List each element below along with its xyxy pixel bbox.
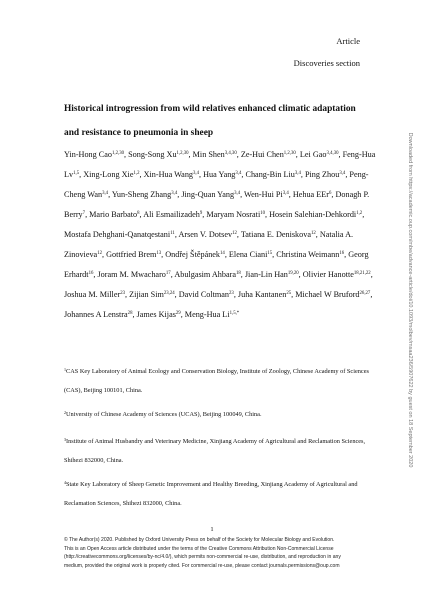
author: [193, 150, 237, 159]
author-affiliation-marker: 3,4: [235, 171, 242, 176]
author-affiliation-marker: 29: [175, 311, 181, 316]
author: [241, 230, 316, 239]
author-name: Hosein Salehian-Dehkordi: [269, 210, 357, 219]
author-affiliation-marker: 3,4: [294, 171, 301, 176]
affiliation-text: CAS Key Laboratory of Animal Ecology and Conservation Biology, Institute of Zoology, Chinese Academy of Sciences (CAS), Beijing 100101, China.: [64, 368, 369, 394]
author-affiliation-marker: 12: [310, 231, 316, 236]
author: [174, 270, 240, 279]
author-affiliation-marker: 1,2: [356, 211, 363, 216]
author-affiliation-marker: 13: [156, 251, 162, 256]
author-name: Ze-Hui Chen: [240, 150, 284, 159]
author-name: James Kijas: [136, 310, 176, 319]
affiliation-text: University of Chinese Academy of Sciences (UCAS), Beijing 100049, China.: [66, 411, 262, 418]
author-affiliation-marker: 3,4: [193, 171, 200, 176]
author: [112, 190, 177, 199]
author: [305, 170, 345, 179]
author-name: Meng-Hua Li: [184, 310, 230, 319]
author-name: Natalia A. Zinovieva: [64, 230, 354, 259]
author-name: Abulgasim Ahbara: [174, 270, 236, 279]
author-affiliation-marker: 18: [235, 271, 241, 276]
author-name: Wen-Hui Pi: [244, 190, 283, 199]
author: [246, 170, 301, 179]
affiliation: [64, 405, 374, 424]
author-affiliation-marker: 1,5,*: [229, 311, 240, 316]
author-affiliation-marker: 14: [220, 251, 225, 256]
author: [89, 210, 139, 219]
author-affiliation-marker: 7: [82, 211, 86, 216]
author-name: Elena Ciani: [228, 250, 268, 259]
author-affiliation-marker: 3,4,30: [224, 151, 237, 156]
author-name: Yun-Sheng Zhang: [111, 190, 172, 199]
author: [181, 190, 240, 199]
author-name: Xing-Long Xie: [83, 170, 134, 179]
author-affiliation-marker: 1,2: [133, 171, 140, 176]
author: [83, 170, 139, 179]
author: [64, 150, 124, 159]
author: [245, 270, 299, 279]
author-affiliation-marker: 28: [127, 311, 133, 316]
author-name: Min Shen: [192, 150, 225, 159]
footer-line: © The Author(s) 2020. Published by Oxford University Press on behalf of the Society for Molecular Biology and Evolution.: [64, 537, 335, 543]
author-affiliation-marker: 3,4: [339, 171, 346, 176]
author-affiliation-marker: 3,4: [282, 191, 289, 196]
author: [64, 230, 175, 239]
author-affiliation-marker: 12: [232, 231, 237, 236]
author-name: Joshua M. Miller: [64, 290, 121, 299]
author-name: Juha Kantanen: [237, 290, 287, 299]
author: [303, 270, 371, 279]
author: [229, 250, 272, 259]
author-name: Zijian Sim: [129, 290, 164, 299]
author-name: Tatiana E. Deniskova: [240, 230, 311, 239]
author-affiliation-marker: 15: [267, 251, 273, 256]
author: [203, 170, 241, 179]
author-affiliation-marker: 26,27: [359, 291, 371, 296]
author-name: Ondřej Štěpánek: [165, 250, 221, 259]
author-name: Michael W Bruford: [295, 290, 360, 299]
footer-line: This is an Open Access article distributed under the terms of the Creative Commons Attribution Non-Commercial License: [64, 545, 334, 552]
author: [64, 310, 132, 319]
affiliation-marker: 2: [64, 410, 66, 415]
author-name: Arsen V. Dotsev: [178, 230, 233, 239]
author-affiliation-marker: 16: [88, 271, 94, 276]
author-name: Yin-Hong Cao: [64, 150, 112, 159]
author-name: Feng-Hua Lv: [64, 150, 376, 179]
author-name: Donagh P. Berry: [64, 190, 370, 219]
author-name: Maryam Nosrati: [206, 210, 261, 219]
author: [178, 230, 236, 239]
author: [165, 250, 225, 259]
author-affiliation-marker: 1,2,30: [112, 151, 124, 156]
author-name: Hua Yang: [203, 170, 236, 179]
author-name: Johannes A Lenstra: [64, 310, 128, 319]
author-name: Jian-Lin Han: [244, 270, 288, 279]
author: [269, 210, 362, 219]
author: [106, 250, 161, 259]
author-name: Jing-Quan Yang: [181, 190, 235, 199]
author-name: Christina Weimann: [276, 250, 340, 259]
article-type: Article: [336, 36, 360, 46]
author-affiliation-marker: 10: [260, 211, 266, 216]
affiliation-text: State Key Laboratory of Sheep Genetic Improvement and Healthy Breeding, Xinjiang Academy of Agricultural and Reclamation Sciences, Shihezi 832000, China.: [64, 481, 358, 507]
affiliation: [64, 475, 374, 513]
author: [128, 150, 188, 159]
affiliation-text: Institute of Animal Husbandry and Veterinary Medicine, Xinjiang Academy of Agricultural and Reclamation Sciences, Shihezi 832000, China.: [64, 438, 366, 464]
author-name: Xin-Hua Wang: [143, 170, 194, 179]
author: [64, 290, 125, 299]
author-name: Mario Barbato: [89, 210, 138, 219]
author-name: Peng-Cheng Wan: [64, 170, 369, 199]
paper-title: Historical introgression from wild relatives enhanced climatic adaptation and resistance to pneumonia in sheep: [64, 104, 356, 138]
author: [293, 190, 332, 199]
author-affiliation-marker: 25: [286, 291, 292, 296]
author-name: Hehua EEr: [292, 190, 329, 199]
author-affiliation-marker: 3,4,30: [326, 151, 339, 156]
affiliation-marker: 1: [64, 367, 66, 372]
author-affiliation-marker: 3,4: [102, 191, 109, 196]
copyright-footer: [64, 536, 376, 570]
author-affiliation-marker: 1,2,30: [283, 151, 296, 156]
author: [143, 210, 202, 219]
author: [241, 150, 296, 159]
author: [206, 210, 265, 219]
author-name: Olivier Hanotte: [302, 270, 354, 279]
author-affiliation-marker: 23: [120, 291, 125, 296]
author-affiliation-marker: 23: [229, 291, 234, 296]
author-affiliation-marker: 1,5: [73, 171, 80, 176]
author-name: Joram M. Mwacharo: [97, 270, 166, 279]
author: [97, 270, 170, 279]
author-list: Yin-Hong Cao$^{1,2,30}$, Song-Song Xu$^{1,2,30}$, Min Shen$^{3,4,30}$, Ze-Hui Chen$^{1,2,30}$, Lei Gao$^{3,4,30}$, Feng-Hua Lv$^{1,5}$, Xing-Long Xie$^{1,2}$, Xin-Hua Wang$^{3,4}$, Hua Yang$^{3,4}$, Chang-Bin Liu$^{3,4}$, Ping Zhou$^{3,4}$, Peng-Cheng Wan$^{3,4}$, Yun-Sheng Zhang$^{3,4}$, Jing-Quan Yang$^{3,4}$, Wen-Hui Pi$^{3,4}$, Hehua EEr$^6$, Donagh P. Berry$^7$, Mario Barbato$^8$, Ali Esmailizadeh$^9$, Maryam Nosrati$^{10}$, Hosein Salehian-Dehkordi$^{1,2}$, Mostafa Dehghani-Qanatqestani$^{11}$, Arsen V. Dotsev$^{12}$, Tatiana E. Deniskova$^{12}$, Natalia A. Zinovieva$^{12}$, Gottfried Brem$^{13}$, Ondřej Štěpánek$^{14}$, Elena Ciani$^{15}$, Christina Weimann$^{16}$, Georg Erhardt$^{16}$, Joram M. Mwacharo$^{17}$, Abulgasim Ahbara$^{18}$, Jian-Lin Han$^{19,20}$, Olivier Hanotte$^{18,21,22}$, Joshua M. Miller$^{23}$, Zijian Sim$^{23,24}$, David Coltman$^{23}$, Juha Kantanen$^{25}$, Michael W Bruford$^{26,27}$, Johannes A Lenstra$^{28}$, James Kijas$^{29}$, Meng-Hua $Li^{1,5,*}$: [64, 150, 376, 319]
author-name: Ping Zhou: [304, 170, 340, 179]
journal-section: Discoveries section: [293, 58, 360, 68]
author-affiliation-marker: 19,20: [287, 271, 299, 276]
author-affiliation-marker: 23,24: [163, 291, 175, 296]
author-name: Mostafa Dehghani-Qanatqestani: [64, 230, 171, 239]
author-name: Ali Esmailizadeh: [143, 210, 200, 219]
download-watermark-text: Downloaded from https://academic.oup.com/mbe/advance-article/doi/10.1093/molbev/msaa236/5907622 by guest on 18 September 2020: [407, 132, 413, 468]
author-name: Song-Song Xu: [128, 150, 177, 159]
author-affiliation-marker: 18,21,22: [353, 271, 371, 276]
affiliation-marker: 3: [64, 437, 66, 442]
author: [276, 250, 344, 259]
author-name: Chang-Bin Liu: [245, 170, 295, 179]
author-name: Georg Erhardt: [64, 250, 369, 279]
author-affiliation-marker: 3,4: [171, 191, 178, 196]
author-name: Lei Gao: [299, 150, 327, 159]
footer-line: medium, provided the original work is properly cited. For commercial re-use, please contact journals.permissions@oup.com: [64, 562, 340, 569]
author-affiliation-marker: 17: [165, 271, 171, 276]
author-affiliation-marker: 6: [328, 191, 332, 196]
author-name: David Coltman: [178, 290, 230, 299]
affiliation: [64, 432, 374, 470]
author: [300, 150, 339, 159]
affiliation: [64, 362, 374, 400]
author: [238, 290, 291, 299]
author-affiliation-marker: 8: [137, 211, 140, 216]
author-affiliation-marker: 1,2,30: [176, 151, 189, 156]
author-affiliation-marker: 3,4: [234, 191, 241, 196]
author-affiliation-marker: 9: [199, 211, 203, 216]
author: [129, 290, 175, 299]
author: [185, 310, 239, 319]
page-number: 1: [210, 526, 214, 533]
footer-line: (http://creativecommons.org/licenses/by-nc/4.0/), which permits non-commercial re-use, distribution, and reproduction in any: [64, 554, 341, 561]
author-affiliation-marker: 16: [339, 251, 345, 256]
author: [144, 170, 199, 179]
author-affiliation-marker: 12: [97, 251, 102, 256]
author: [179, 290, 234, 299]
affiliation-marker: 4: [64, 480, 66, 485]
author: [244, 190, 289, 199]
author-name: Gottfried Brem: [106, 250, 157, 259]
author: [295, 290, 370, 299]
author: [137, 310, 181, 319]
author-affiliation-marker: 11: [170, 231, 175, 236]
